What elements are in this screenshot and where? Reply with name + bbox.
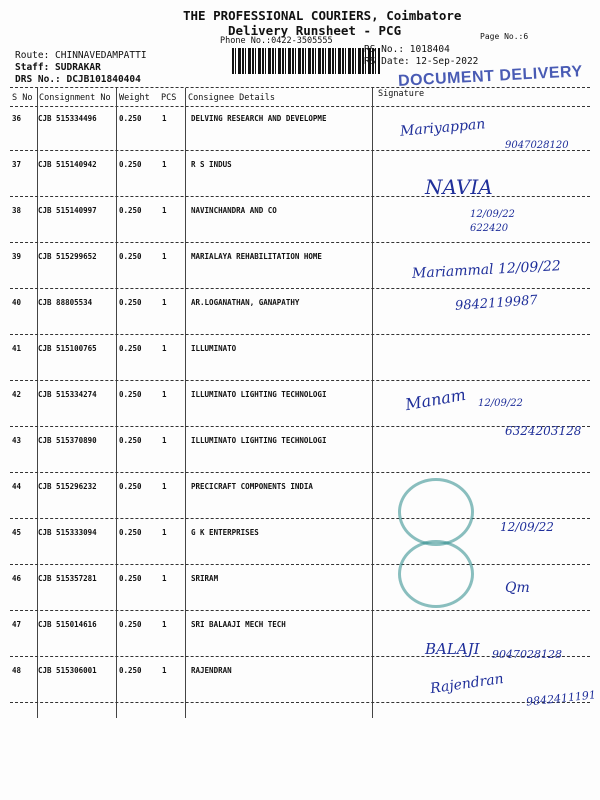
row-cn: CJB 515370890	[38, 436, 97, 445]
staff: Staff: SUDRAKAR	[15, 62, 101, 73]
divider	[10, 87, 590, 88]
row-name: R S INDUS	[191, 160, 232, 169]
row-sno: 40	[12, 298, 22, 307]
handwritten-signature: BALAJI	[425, 640, 480, 658]
row-cn: CJB 88805534	[38, 298, 93, 307]
row-wt: 0.250	[119, 574, 142, 583]
row-sno: 36	[12, 114, 22, 123]
rs-number: RS No.: 1018404	[364, 44, 450, 55]
row-name: NAVINCHANDRA AND CO	[191, 206, 277, 215]
row-divider	[10, 610, 590, 611]
row-pcs: 1	[162, 482, 167, 491]
row-name: G K ENTERPRISES	[191, 528, 259, 537]
row-wt: 0.250	[119, 160, 142, 169]
row-wt: 0.250	[119, 528, 142, 537]
row-pcs: 1	[162, 390, 167, 399]
handwritten-note: 12/09/22	[478, 398, 523, 409]
handwritten-signature: Rajendran	[429, 670, 505, 698]
header-weight: Weight	[119, 93, 150, 103]
row-divider	[10, 380, 590, 381]
handwritten-signature: Mariyappan	[399, 116, 486, 140]
row-cn: CJB 515334496	[38, 114, 97, 123]
handwritten-note: 12/09/22 622420	[470, 209, 515, 234]
row-pcs: 1	[162, 206, 167, 215]
row-divider	[10, 564, 590, 565]
row-pcs: 1	[162, 436, 167, 445]
row-name: ILLUMINATO LIGHTING TECHNOLOGI	[191, 390, 327, 399]
header-consignment: Consignment No	[39, 93, 111, 103]
row-wt: 0.250	[119, 620, 142, 629]
row-divider	[10, 288, 590, 289]
company-seal	[398, 478, 474, 546]
row-cn: CJB 515140997	[38, 206, 97, 215]
handwritten-signature: Mariammal 12/09/22	[411, 258, 562, 282]
handwritten-signature: Qm	[505, 580, 530, 596]
row-name: DELVING RESEARCH AND DEVELOPME	[191, 114, 327, 123]
row-pcs: 1	[162, 528, 167, 537]
row-sno: 44	[12, 482, 22, 491]
row-pcs: 1	[162, 620, 167, 629]
route: Route: CHINNAVEDAMPATTI	[15, 50, 147, 61]
row-wt: 0.250	[119, 206, 142, 215]
row-wt: 0.250	[119, 252, 142, 261]
row-pcs: 1	[162, 114, 167, 123]
row-cn: CJB 515333094	[38, 528, 97, 537]
row-cn: CJB 515299652	[38, 252, 97, 261]
row-divider	[10, 334, 590, 335]
row-pcs: 1	[162, 252, 167, 261]
row-sno: 45	[12, 528, 22, 537]
row-name: ILLUMINATO	[191, 344, 237, 353]
row-wt: 0.250	[119, 390, 142, 399]
row-divider	[10, 426, 590, 427]
row-pcs: 1	[162, 666, 167, 675]
row-name: SRI BALAAJI MECH TECH	[191, 620, 286, 629]
row-pcs: 1	[162, 344, 167, 353]
company-seal	[398, 540, 474, 608]
handwritten-signature: NAVIA	[425, 175, 493, 199]
row-sno: 41	[12, 344, 22, 353]
row-sno: 47	[12, 620, 22, 629]
barcode	[232, 48, 380, 74]
handwritten-note: 9842119987	[454, 293, 539, 314]
row-pcs: 1	[162, 574, 167, 583]
row-sno: 39	[12, 252, 22, 261]
row-wt: 0.250	[119, 298, 142, 307]
row-divider	[10, 702, 590, 703]
header-signature: Signature	[378, 89, 425, 99]
row-wt: 0.250	[119, 436, 142, 445]
header-pcs: PCS	[161, 93, 177, 103]
row-cn: CJB 515306001	[38, 666, 97, 675]
drs-number: DRS No.: DCJB101840404	[15, 74, 141, 85]
header-sno: S No	[12, 93, 33, 103]
handwritten-signature: Manam	[403, 384, 468, 415]
row-cn: CJB 515334274	[38, 390, 97, 399]
row-sno: 48	[12, 666, 22, 675]
row-name: SRIRAM	[191, 574, 219, 583]
column-line	[372, 88, 373, 718]
row-wt: 0.250	[119, 482, 142, 491]
row-name: AR.LOGANATHAN, GANAPATHY	[191, 298, 300, 307]
handwritten-note: 9842411191	[525, 688, 597, 709]
handwritten-note: 6324203128	[505, 424, 582, 438]
document-title: Delivery Runsheet - PCG	[228, 23, 402, 38]
row-divider	[10, 518, 590, 519]
rs-date: RS Date: 12-Sep-2022	[364, 56, 479, 67]
page-number: Page No.:6	[480, 32, 529, 41]
row-cn: CJB 515100765	[38, 344, 97, 353]
row-name: RAJENDRAN	[191, 666, 232, 675]
row-sno: 42	[12, 390, 22, 399]
divider	[10, 106, 590, 107]
row-wt: 0.250	[119, 114, 142, 123]
handwritten-signature: 12/09/22	[500, 520, 554, 534]
phone-number: Phone No.:0422-3505555	[220, 36, 333, 46]
company-name: THE PROFESSIONAL COURIERS, Coimbatore	[183, 8, 462, 23]
row-sno: 46	[12, 574, 22, 583]
row-cn: CJB 515140942	[38, 160, 97, 169]
row-name: PRECICRAFT COMPONENTS INDIA	[191, 482, 313, 491]
column-line	[185, 88, 186, 718]
row-cn: CJB 515296232	[38, 482, 97, 491]
row-pcs: 1	[162, 298, 167, 307]
row-divider	[10, 196, 590, 197]
row-name: MARIALAYA REHABILITATION HOME	[191, 252, 322, 261]
handwritten-note: 9047028120	[505, 140, 569, 151]
document-delivery-stamp: DOCUMENT DELIVERY	[397, 63, 584, 90]
column-line	[116, 88, 117, 718]
row-cn: CJB 515014616	[38, 620, 97, 629]
row-divider	[10, 472, 590, 473]
handwritten-note: 9047028128	[492, 648, 562, 661]
row-wt: 0.250	[119, 666, 142, 675]
row-sno: 38	[12, 206, 22, 215]
row-divider	[10, 242, 590, 243]
row-divider	[10, 150, 590, 151]
row-sno: 37	[12, 160, 22, 169]
row-wt: 0.250	[119, 344, 142, 353]
header-consignee: Consignee Details	[188, 93, 275, 103]
row-cn: CJB 515357281	[38, 574, 97, 583]
row-name: ILLUMINATO LIGHTING TECHNOLOGI	[191, 436, 327, 445]
row-sno: 43	[12, 436, 22, 445]
row-pcs: 1	[162, 160, 167, 169]
